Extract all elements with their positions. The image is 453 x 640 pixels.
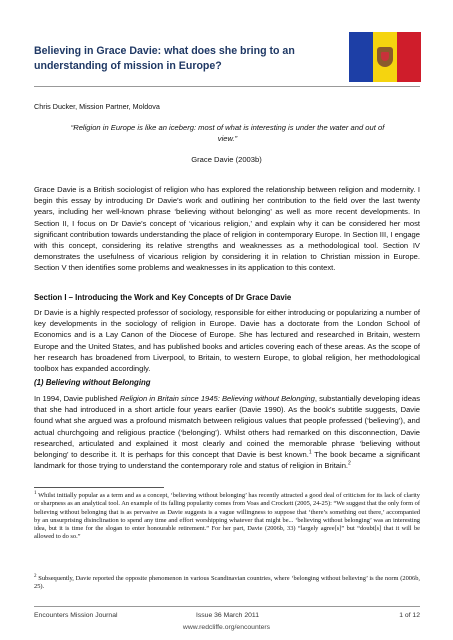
footnote-text: Subsequently, Davie reported the opposite phenomenon in various Scandinavian countries, where ‘belonging without believing’ is the norm (2006b, 25). [34,575,420,591]
subsection-heading: (1) Believing without Belonging [34,378,151,387]
footer-url-link[interactable]: www.redcliffe.org/encounters [182,624,271,631]
author-byline: Chris Ducker, Mission Partner, Moldova [34,102,160,111]
footnote-text: Whilst initially popular as a term and as a concept, ‘believing without belonging’ has recently attracted a good deal of criticism for its lack of clarity or sharpness as an analytical tool. An example of its falling popularity comes from Voas and Crockett (2005, 24-25): “We suggest that the only form of believing without belonging that is as pervasive as Davie suggests is a vague willingness to suppose that ‘there’s something out there,’ accompanied by an unsurprising disinclination to spend any time and effort worshipping whatever that might be... ‘believing without belonging’ was an interesting idea, but it is time for the slogan to enter honourable retirement.” For her part, Davie (2006b, 33) “largely agree[s]” but “doubt[s] that it will be allowed to do so.” [34,492,420,541]
intro-paragraph: Grace Davie is a British sociologist of religion who has explored the relationship between religion and modernity. I begin this essay by introducing Dr Davie’s work and outlining her contribution to the field over the last twenty years, including her well-known phrase ‘believing without belonging’ as well as more recent developments. In Section II, I focus on Dr Davie’s concept of ‘vicarious religion,’ and explain why it can be considered her most significant contribution towards understanding the place of religion in contemporary Europe. In Section III, I engage with this concept, considering its relative strengths and weaknesses as a methodological tool. Section IV demonstrates the usefulness of vicarious religion by considering it in relation to Christian mission in Europe. Section V then identifies some problems and weaknesses in its application to this context. [34,185,420,273]
footnote-marker: 2 [34,573,37,579]
paragraph-text: , substantially developing ideas that she had introduced in a short article four years earlier (Davie 1990). As the book’s subtitle suggests, Davie found what she argued was a profound mismatch between religious values that people professed (‘believing’), and actual churchgoing and religious practice (‘belonging’). Whilst others had remarked on this disconnection, Davie researched, articulated and explained it most clearly and coined the memorable phrase ‘believing without belonging’ to describe it. It is perhaps for this concept that Davie is best known. [34,394,421,460]
moldova-flag-icon [349,32,421,82]
paragraph-text: In 1994, Davie published [34,394,120,403]
epigraph-attribution: Grace Davie (2003b) [191,155,262,164]
footnote [34,492,420,542]
footer-divider [34,606,420,607]
book-title: Religion in Britain since 1945: Believing without Belonging [119,394,315,403]
footnote-ref[interactable]: 2 [348,460,351,467]
article-title: Believing in Grace Davie: what does she bring to an understanding of mission in Europe? [34,45,295,72]
footnote-marker: 1 [34,490,37,496]
paragraph-text: The book became a significant landmark for those trying to understand the contemporary role and status of religion in Britain. [34,450,420,471]
footer-journal: Encounters Mission Journal [34,612,118,619]
footnote-ref[interactable]: 1 [308,449,312,456]
header-divider [34,86,420,87]
flag-band-red [397,32,421,82]
subsection1-paragraph [34,393,420,471]
section1-paragraph: Dr Davie is a highly respected professor of sociology, responsible for either introducing or popularizing a number of key developments in the sociology of religion in Europe. Davie has a doctorate from the London School of Economics and is a Lay Canon of the Diocese of Europe. She has lectured and researched in Britain, western Europe and the United States, and has published books and articles covering each of these areas. As the scope of her research has broadened from Liverpool, to Britain, to western Europe, to global religion, her methodological toolbox has expanded accordingly. [34,308,420,374]
footnote [34,575,420,592]
flag-emblem-icon [377,47,393,67]
footnote-divider [34,487,164,488]
footer-issue: Issue 36 March 2011 [196,612,259,619]
footer-page-number: 1 of 12 [399,612,420,619]
epigraph-quote: “Religion in Europe is like an iceberg: most of what is interesting is under the water and out of view.” [70,123,385,143]
flag-band-blue [349,32,373,82]
section-heading: Section I – Introducing the Work and Key Concepts of Dr Grace Davie [34,293,292,302]
